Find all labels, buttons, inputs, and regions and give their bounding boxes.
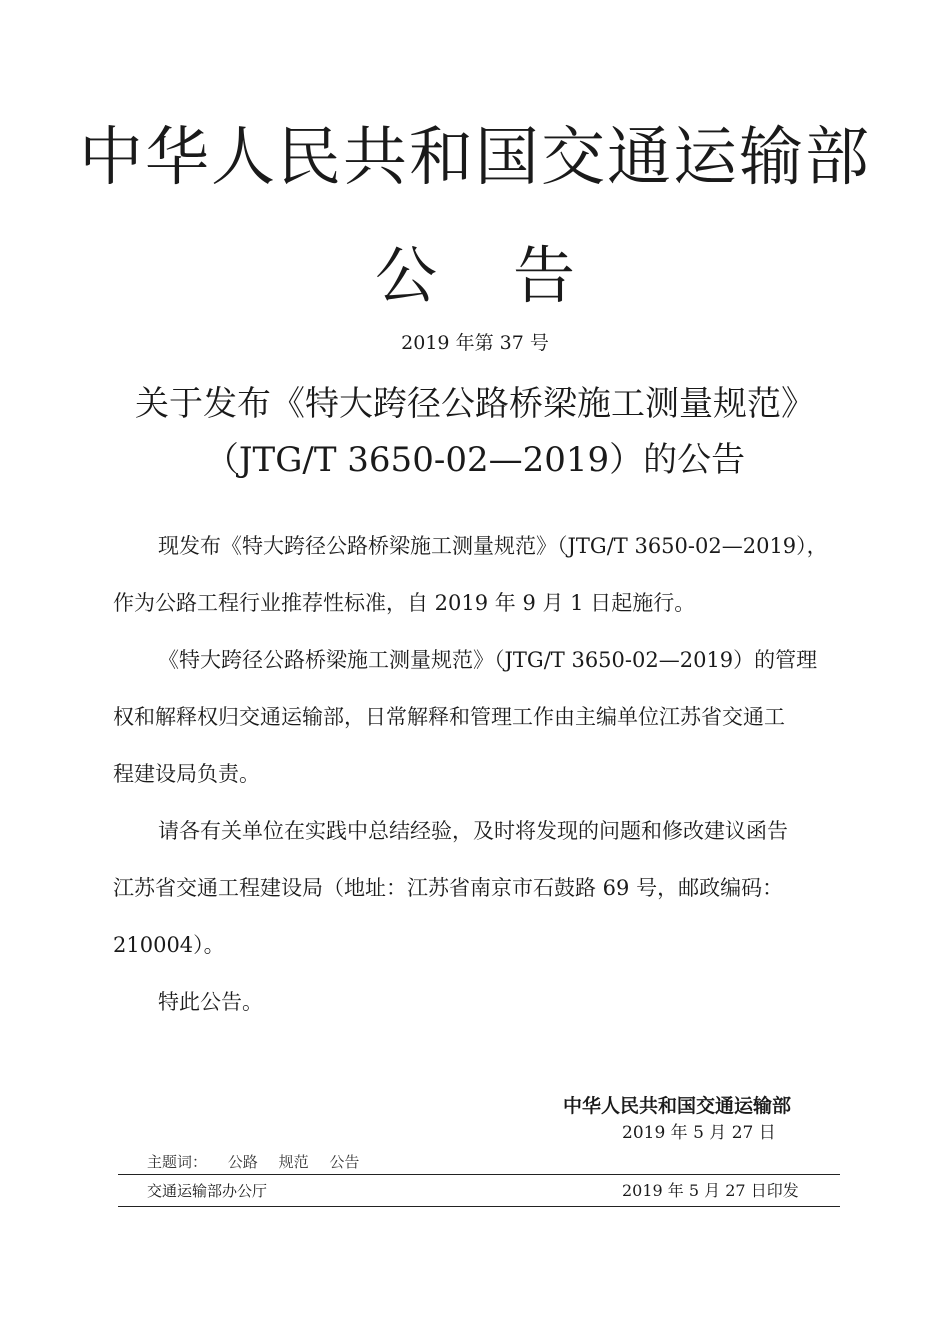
keyword-item: 公路 (227, 1153, 258, 1171)
paragraph-2-line-3: 程建设局负责。 (113, 762, 260, 786)
paragraph-3-line-3: 210004）。 (113, 933, 225, 957)
ministry-title: 中华人民共和国交通运输部 (79, 121, 871, 195)
headline-line-1: 关于发布《特大跨径公路桥梁施工测量规范》 (135, 384, 815, 424)
keyword-item: 公告 (329, 1153, 360, 1171)
print-date: 2019 年 5 月 27 日印发 (622, 1181, 799, 1200)
headline-line-2: （JTG/T 3650-02—2019）的公告 (204, 440, 746, 480)
paragraph-1-line-1: 现发布《特大跨径公路桥梁施工测量规范》（JTG/T 3650-02—2019）， (158, 534, 828, 558)
paragraph-2-line-2: 权和解释权归交通运输部，日常解释和管理工作由主编单位江苏省交通工 (113, 705, 785, 729)
announcement-title-char-2: 告 (513, 239, 576, 312)
paragraph-3-line-1: 请各有关单位在实践中总结经验，及时将发现的问题和修改建议函告 (158, 819, 788, 843)
signature-date: 2019 年 5 月 27 日 (622, 1123, 776, 1143)
keywords-label: 主题词： (147, 1153, 208, 1171)
issuing-office: 交通运输部办公厅 (147, 1182, 268, 1200)
paragraph-1-line-2: 作为公路工程行业推荐性标准，自 2019 年 9 月 1 日起施行。 (113, 591, 696, 615)
footer-divider-top (118, 1174, 840, 1175)
document-number: 2019 年第 37 号 (401, 332, 549, 354)
paragraph-3-line-2: 江苏省交通工程建设局（地址：江苏省南京市石鼓路 69 号，邮政编码： (113, 876, 784, 900)
keyword-item: 规范 (278, 1153, 309, 1171)
paragraph-2-line-1: 《特大跨径公路桥梁施工测量规范》（JTG/T 3650-02—2019）的管理 (158, 648, 818, 672)
signer-name: 中华人民共和国交通运输部 (563, 1095, 792, 1117)
announcement-title-char-1: 公 (374, 239, 437, 312)
footer-divider-bottom (118, 1206, 840, 1207)
announcement-title (0, 238, 950, 314)
keywords-row (147, 1151, 375, 1173)
closing-remark: 特此公告。 (158, 990, 263, 1014)
